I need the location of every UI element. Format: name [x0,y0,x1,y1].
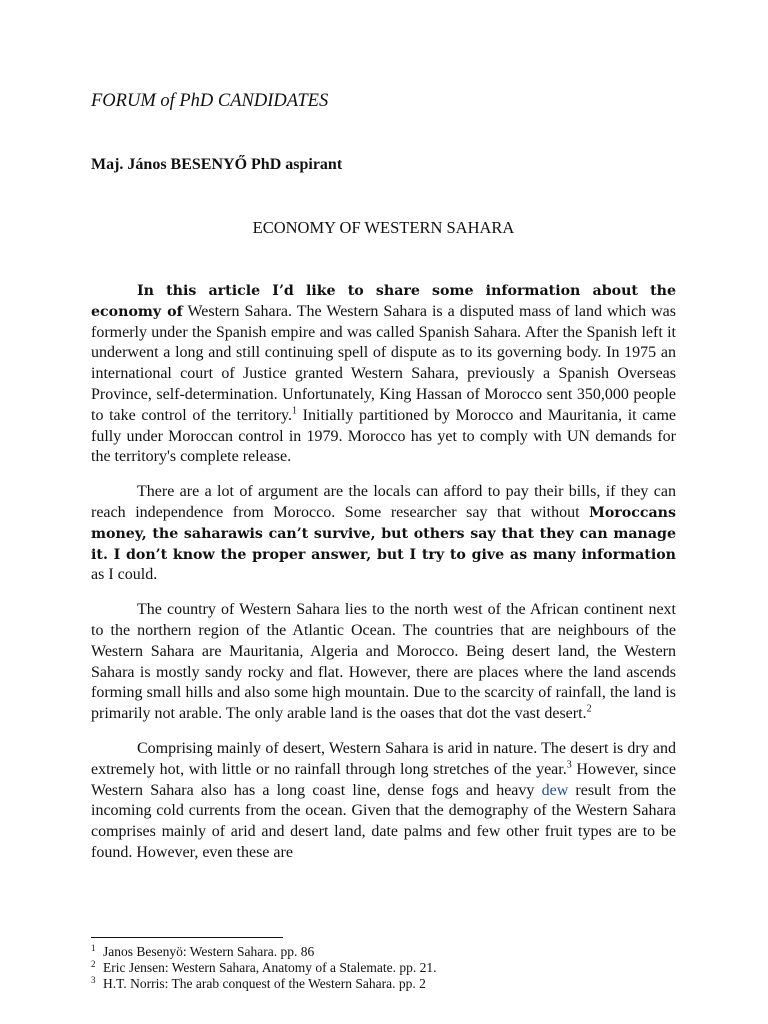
footnote-ref-3[interactable]: 3 [566,759,572,771]
paragraph-2 [91,482,676,586]
paragraph-2-text-a: There are a lot of argument are the locals can afford to pay their bills, if they can reach independence from Morocco. Some researcher say that without [91,483,676,521]
footnote-2: 2 Eric Jensen: Western Sahara, Anatomy of a Stalemate. pp. 21. [91,958,437,975]
paragraph-1 [91,281,676,468]
paragraph-1-lead: In this article I’d like to share some information about the economy of [91,283,676,320]
author-line: Maj. János BESENYŐ PhD aspirant [91,156,343,173]
paragraph-3-text: The country of Western Sahara lies to the north west of the African continent next to the northern region of the Atlantic Ocean. The countries that are neighbours of the Western Sahara are Mauritania, Algeria and Morocco. Being desert land, the Western Sahara is mostly sandy rocky and flat. However, there are places where the land ascends forming small hills and also some high mountain. Due to the scarcity of rainfall, the land is primarily not arable. The only arable land is the oases that dot the vast desert. [91,601,676,723]
paragraph-4-text-c: result from the incoming cold currents from the ocean. Given that the demography of the Western Sahara comprises mainly of arid and desert land, date palms and few other fruit types are to be found. However, even these are [91,781,677,861]
footnote-ref-2[interactable]: 2 [586,703,592,715]
article-title: ECONOMY OF WESTERN SAHARA [252,218,515,237]
footnote-text: Eric Jensen: Western Sahara, Anatomy of a Stalemate. pp. 21. [103,960,437,975]
paragraph-4 [91,739,676,864]
paragraph-1-text-b: Initially partitioned by Morocco and Mauritania, it came fully under Moroccan control in 1979. Morocco has yet to comply with UN demands for the territory's complete release. [91,406,677,466]
footnote-ref-1[interactable]: 1 [292,405,298,417]
forum-heading: FORUM of PhD CANDIDATES [91,91,329,111]
paragraph-1-text-a: Western Sahara. The Western Sahara is a disputed mass of land which was formerly under the Spanish empire and was called Spanish Sahara. After the Spanish left it underwent a long and still continuing spell of dispute as to its governing body. In 1975 an international court of Justice granted Western Sahara, previously a Spanish Overseas Province, self-determination. Unfortunately, King Hassan of Morocco sent 350,000 people to take control of the territory. [91,302,677,424]
paragraph-4-text-b: However, since Western Sahara also has a long coast line, dense fogs and heavy [91,760,676,799]
footnote-3: 3 H.T. Norris: The arab conquest of the Western Sahara. pp. 2 [91,974,426,991]
paragraph-4-text-a: Comprising mainly of desert, Western Sahara is arid in nature. The desert is dry and extremely hot, with little or no rainfall through long stretches of the year. [91,739,676,778]
paragraph-2-bold: Moroccans money, the saharawis can’t survive, but others say that they can manage it. I don’t know the proper answer, but I try to give as many information [91,504,676,563]
footnote-text: H.T. Norris: The arab conquest of the Western Sahara. pp. 2 [103,976,426,991]
footnotes [91,944,676,992]
footnote-divider [91,937,283,938]
footnote-1: 1 Janos Besenyö: Western Sahara. pp. 86 [91,942,315,959]
paragraph-2-text-b: as I could. [91,566,158,584]
footnote-text: Janos Besenyö: Western Sahara. pp. 86 [103,944,315,959]
paragraph-3 [91,600,676,725]
article-body [91,281,676,878]
dew-link[interactable]: dew [541,781,569,799]
